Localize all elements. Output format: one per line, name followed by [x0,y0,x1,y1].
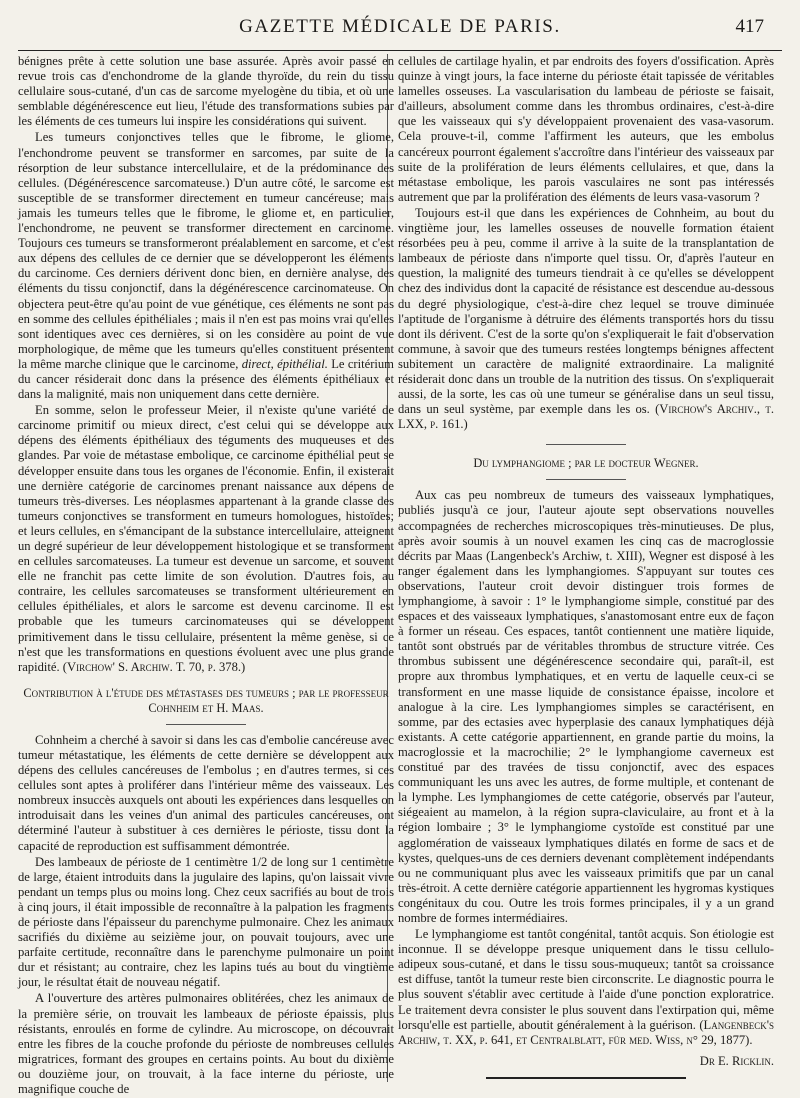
paragraph [18,130,394,402]
paragraph: A l'ouverture des artères pulmonaires oblitérées, chez les animaux de la première série, on trouvait les lambeaux de périoste épaissis, plus résistants, enroulés en forme de cylindre. Au microscope, on découvrait entre les fibres de la couche profonde du périoste de nombreuses cellules migratrices, formant des groupes en certains points. Au bout du dixième ou douzième jour, on trouvait, à la face interne du périoste, une magnifique couche de [18,991,394,1096]
author-signature: Dr E. Ricklin. [699,1053,774,1068]
paragraph-text: Les tumeurs conjonctives telles que le fibrome, le gliome, l'enchondrome peuvent se transformer en sarcomes, par suite de la résorption de leur substance intercellulaire, et de la prédominance des cellules. (Dégénérescence sarcomateuse.) D'un autre côté, le sarcome est susceptible de se transformer directement en tumeur cancéreuse; mais jamais les tumeurs telles que le fibrome, le gliome et, en particulier, l'enchondrome, ne peuvent se transformer directement en carcinome. Toujours ces tumeurs se transformeront préalablement en sarcome, et c'est aux dépens des cellules de ce dernier que se développeront les éléments du carcinome. Ces derniers dérivent donc bien, en dernière analyse, des éléments du tissu conjonctif, dans la dégénérescence carcinomateuse. On objectera peut-être qu'au point de vue génétique, ces éléments ne sont pas en somme des cellules épithéliales ; mais il n'en est pas moins vrai qu'elles sont identiques avec ces dernières, si on les considère au point de vue morphologique, de même que les tumeurs qu'elles constituent présentent la même marche clinique que le carcinome, [18,130,394,371]
page-header [18,8,782,52]
section-rule [546,479,626,480]
paragraph-text: Le lymphangiome est tantôt congénital, tantôt acquis. Son étiologie est inconnue. Il se développe presque uniquement dans le tissu cellulo-adipeux sous-cutané, et dans le tissu sous-muqueux; tantôt sa croissance est diffuse, tantôt la tumeur reste bien circonscrite. Le diagnostic pourra le plus souvent s'établir avec certitude à l'aide d'une ponction exploratrice. Le traitement devra consister le plus souvent dans l'extirpation qui, même lorsqu'elle est partielle, aboutit généralement à la guérison. [398,927,774,1032]
paragraph: Cohnheim a cherché à savoir si dans les cas d'embolie cancéreuse avec tumeur métastatique, les éléments de cette dernière se développent aux dépens des cellules cancéreuses de l'embolus ; en d'autres termes, si ces cellules sont aptes à proliférer dans l'intérieur même des vaisseaux. Les nombreux insuccès auxquels ont abouti les expériences dans lesquelles on introduisait dans les veines d'un animal des particules cancéreuses, ont déterminé l'auteur à substituer à ces dernières le périoste, tissu dont la capacité de reproduction est suffisamment démontrée. [18,732,394,853]
paragraph-text: Toujours est-il que dans les expériences de Cohnheim, au bout du vingtième jour, les lamelles osseuses de nouvelle formation étaient résorbées peu à peu, comme il arrive à la suite de la transplantation de lambeaux de périoste dans n'importe quel tissu. Or, d'après l'auteur en question, la malignité des tumeurs tiendrait à ce qu'elles se développent chez des individus dont la capacité de résistance est descendue au-dessous du degré physiologique, c'est-à-dire chez lequel se trouve diminuée l'aptitude de l'organisme à détruire des éléments transportés hors du tissu dont ils dérivent. C'est de la sorte qu'on s'expliquerait le fait d'observation commune, à savoir que des tumeurs restées longtemps bénignes affectent subitement un caractère de malignité extraordinaire. La malignité résiderait donc dans un trouble de la nutrition des tissus. On s'expliquerait aussi, de la sorte, les cas où une tumeur se généralise dans un seul tissu, dans un seul système, par exemple dans les os. [398,205,774,417]
citation: (Langenbeck's Archiw, t. XX, p. 641, et Centralblatt, für med. Wiss, n° 29, 1877). [398,1017,774,1047]
section-title-text: Du lymphangiome ; par le docteur Wegner. [473,456,699,471]
paragraph-text: Le critérium du cancer résiderait donc dans la présence des éléments épithéliaux et dans la malignité, mais non uniquement dans cette dernière. [18,356,394,402]
section-rule [166,724,246,725]
section-title [18,686,394,716]
left-column [18,54,394,1096]
paragraph [398,927,774,1048]
right-column [398,54,774,1084]
citation: (Virchow' S. Archiw. T. 70, p. 378.) [62,659,246,674]
citation: (Virchow's Archiv., t. LXX, p. 161.) [398,402,774,432]
section-title-text: Contribution à l'étude des métastases des tumeurs ; par le professeur Cohnheim et H. Maas. [23,685,389,715]
paragraph [398,206,774,432]
paragraph: Aux cas peu nombreux de tumeurs des vaisseaux lymphatiques, publiés jusqu'à ce jour, l'auteur ajoute sept observations nouvelles accompagnées de recherches microscopiques très-minutieuses. De plus, après avoir soumis à un nouvel examen les cinq cas de macroglossie décrits par Maas (Langenbeck's Archiw, t. XIII), Wegner est disposé à les ranger également dans les lymphangiomes. S'appuyant sur toutes ces observations, l'auteur croit devoir distinguer trois formes de lymphangiome, à savoir : 1° le lymphangiome simple, constitué par des espaces et des vaisseaux lymphatiques, s'anastomosant entre eux de façon à former un réseau. Ces espaces, tantôt contiennent une matière liquide, tantôt sont obstrués par de véritables thrombus de structure vitrée. Ces thrombus subissent une dégénérescence secondaire qui, paraît-il, est propre aux thrombus lymphatiques, et en vertu de laquelle ceux-ci se transforment en une masse liquide de consistance épaisse, incolore et analogue à la cire. Les lymphangiomes simples se caractérisent, en somme, par des ectasies avec hyperplasie des canaux lymphatiques déjà existants. A cette catégorie appartiennent, en grande partie du moins, la macroglossie et la macrochilie; 2° le lymphangiome caverneux est constitué par des travées de tissu conjonctif, avec des espaces communiquant les uns avec les autres, de forme multiple, et contenant de la lymphe. Les lymphangiomes de cette catégorie, observés par l'auteur, siégeaient au mamelon, à la région supra-claviculaire, au front et à la région lombaire ; 3° le lymphangiome cystoïde est constitué par une agglomération de vaisseaux lymphatiques dilatés en forme de sacs et de kystes, quelques-uns de ces derniers devenant complètement indépendants ou ne communiquant plus avec les vaisseaux primitifs que par un canal très-étroit. A cette dernière catégorie appartiennent les hygromas kystiques congénitaux du cou. Outre les trois formes principales, il y a un grand nombre de formes intermédiaires. [398,488,774,925]
journal-title: GAZETTE MÉDICALE DE PARIS. [239,16,561,37]
end-rule [486,1077,686,1079]
paragraph: bénignes prête à cette solution une base assurée. Après avoir passé en revue trois cas d'enchondrome de la glande thyroïde, du rein du tissu cellulaire sous-cutané, d'un cas de sarcome myelogène du tibia, et où une semblable dégénérescence eut lieu, l'étude des transformations subies par les éléments de ces tumeurs lui inspire les considérations qui suivent. [18,54,394,129]
emphasis-text: direct, épithélial. [241,356,328,371]
paragraph: cellules de cartilage hyalin, et par endroits des foyers d'ossification. Après quinze à vingt jours, la face interne du périoste était tapissée de véritables lamelles osseuses. La vascularisation du lambeau de périoste se faisait, d'ailleurs, absolument comme dans les thrombus ordinaires, c'est-à-dire que les vaisseaux qui s'y développaient provenaient des vasa-vasorum. Cela prouve-t-il, comme l'affirment les auteurs, que les embolus cancéreux pourront également s'accroître dans l'intérieur des vaisseaux par suite de la prolifération de leurs éléments cellulaires, et que, dans la métastase embolique, les parois vasculaires ne sont pas intéressés autrement que par la prolifération des éléments de leurs vasa-vasorum ? [398,54,774,204]
header-rule [18,50,782,51]
section-rule [546,444,626,445]
paragraph: Des lambeaux de périoste de 1 centimètre 1/2 de long sur 1 centimètre de large, étaient introduits dans la jugulaire des lapins, qu'on laissait vivre pendant un temps plus ou moins long. Chez ceux sacrifiés au bout de trois à cinq jours, il était impossible de reconnaître à la palpation les fragments de périoste dans l'épaisseur du parenchyme pulmonaire. Chez les animaux sacrifiés du dixième au seizième jour, on pouvait toujours, avec une parfaite certitude, reconnaître dans le parenchyme pulmonaire un point dur et résistant; au contraire, chez les lapins tués au bout du vingtième jour, le résultat était de nouveau négatif. [18,854,394,990]
section-title [398,456,774,471]
paragraph [18,403,394,675]
paragraph-text: En somme, selon le professeur Meier, il n'existe qu'une variété de carcinome primitif ou mieux direct, c'est celui qui se développe aux dépens des éléments épithéliaux des téguments des muqueuses et des glandes. Par voie de métastase embolique, ce carcinome épithélial peut se développer ensuite dans tous les organes de l'économie. Enfin, il existerait une dernière catégorie de carcinomes prenant naissance aux dépens de tumeurs très-diverses. Les néoplasmes appartenant à la grande classe des tumeurs conjonctives se transforment en tumeurs homologues, histoïdes; et leurs cellules, en s'émancipant de la substance intercellulaire, atteignent un degré supérieur de leur développement histologique et se transforment en cellules sarcomateuses. La tumeur est devenue un sarcome, et souvent elle ne franchit pas cette limite de son évolution. D'autres fois, au contraire, les cellules sarcomateuses se transforment ultérieurement en cellules épithéliales, et alors le sarcome est devenu carcinome. Il est probable que les tumeurs carcinomateuses qui se développent primitivement dans le tissu cellulaire, présentent la même genèse, si ce n'est que les transformations en questions évoluent avec une plus grande rapidité. [18,403,394,674]
page-number: 417 [735,16,764,37]
